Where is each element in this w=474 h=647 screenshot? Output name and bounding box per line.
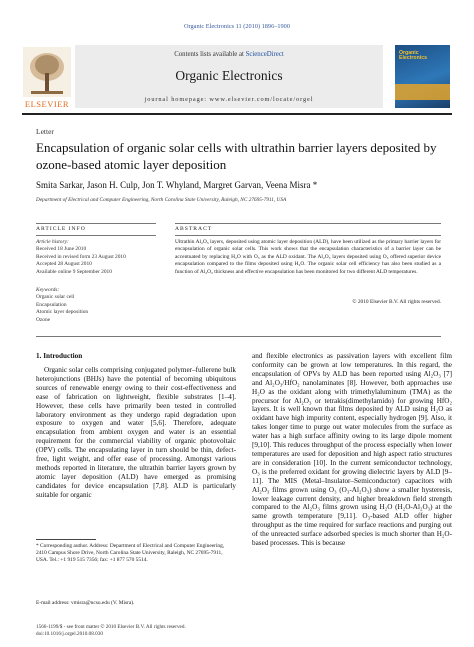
journal-cover-image <box>395 45 450 108</box>
article-type: Letter <box>36 127 54 136</box>
footnote-rule <box>36 539 96 540</box>
keyword-item: Encapsulation <box>36 301 67 308</box>
elsevier-logo <box>23 47 71 109</box>
keyword-item: Organic solar cell <box>36 294 75 301</box>
body-paragraph: Organic solar cells comprising conjugated polymer–fullerene bulk heterojunctions (BHJs) have the potential of becoming ubiquitous sources of renewable energy owing to their cost-effectiveness and ease of fabrication on lightweight, flexible substrates [1–4]. However, these cells have primarily been tested in controlled laboratory environment as they undergo rapid degradation upon exposure to oxygen and water [5,6]. Therefore, adequate encapsulation from ambient oxygen and water is an essential requirement for the commercial viability of organic photovoltaic (OPV) cells. The encapsulating layer in turn should be thin, defect-free, light weight, and offer ease of processing. Amongst various methods reported in literature, the ultrathin barrier layers grown by atomic layer deposition (ALD) have emerged as promising candidates for device encapsulation [7,8]. ALD is particularly suitable for organic <box>36 366 236 499</box>
running-head: Organic Electronics 11 (2010) 1896–1900 <box>184 23 290 30</box>
abstract-text: Ultrathin Al₂O₃ layers, deposited using atomic layer deposition (ALD), have been utilized as the primary barrier layers for encapsulation of organic solar cells. This work shows that the encapsulation characteristics of a barrier layer can be accentuated by replacing H₂O with O₃ as the ALD oxidant. The Al₂O₃ layers deposited using O₃ offered superior device encapsulation compared to the films deposited using H₂O. The organic solar cell efficiency has also been studied as a function of Al₂O₃ thickness and effective encapsulation has been monitored for two different ALD temperatures. <box>175 239 441 275</box>
keyword-item: Atomic layer deposition <box>36 309 89 316</box>
publisher-logo-text: ELSEVIER <box>24 99 70 109</box>
doi-text[interactable]: doi:10.1016/j.orgel.2010.08.030 <box>36 630 103 637</box>
abstract-rule <box>175 223 441 224</box>
affiliation: Department of Electrical and Computer Engineering, North Carolina State University, Raleigh, NC 27695-7911, USA <box>36 197 287 203</box>
body-paragraph: and flexible electronics as passivation layers with excellent film conformity can be grown at low temperatures. In this regard, the encapsulation of OPVs by ALD has been reported using Al₂O₃ [7] and Al₂O₃/HfO₂ nanolaminates [8]. However, both approaches use H₂O as the oxidant along with trimethylaluminum (TMA) as the precursor for Al₂O₃ or tetrakis(dimethylamido) for growing HfO₂ layers. It is well known that films deposited by ALD using H₂O as oxidant have high impurity content, especially hydrogen [9]. Also, it takes longer time to purge out water molecules from the surface as water has a high surface affinity owing to its large dipole moment [9,10]. This reduces throughput of the process especially when lower temperatures are used for deposition and high aspect ratio structures are in consideration [10]. In the current semiconductor technology, O₃ is the preferred oxidant for growing dielectric layers by ALD [9–11]. The MIS (Metal–Insulator–Semiconductor) capacitors with Al₂O₃ films grown using O₃ (O₃-Al₂O₃) show a smaller hysteresis, lower leakage current density, and higher breakdown field strength compared to the Al₂O₃ films grown using H₂O (H₂O-Al₂O₃) at the same growth temperature [9,11]. O₃-based ALD offer higher throughput as the time required for surface reactions and purging out of the unreacted surface adsorbed species is much shorter than H₂O-based processes. This is because <box>252 352 452 548</box>
issn-line <box>36 624 236 638</box>
abstract-rule-2 <box>175 235 441 236</box>
keywords-block <box>36 287 156 324</box>
article-title: Encapsulation of organic solar cells with ultrathin barrier layers deposited by ozone-based atomic layer deposition <box>36 140 437 172</box>
header-rule <box>22 113 452 115</box>
keyword-item: Ozone <box>36 316 51 323</box>
article-info-heading: ARTICLE INFO <box>36 226 86 232</box>
elsevier-tree-icon <box>23 47 71 97</box>
corresponding-footnote: * Corresponding author. Address: Department of Electrical and Computer Engineering, 2410 Campus Shore Drive, North Carolina State University, Raleigh, NC 27695-7911, USA. Tel.: +1 919 515 7356; fax: +1 877 570 5514. <box>36 543 225 564</box>
history-received: Received 18 June 2010 <box>36 246 87 253</box>
history-label: Article history: <box>36 239 69 245</box>
history-accepted: Accepted 28 August 2010 <box>36 261 92 268</box>
article-info-rule-2 <box>36 235 156 236</box>
history-revised: Received in revised form 23 August 2010 <box>36 253 126 260</box>
abstract-bottom-rule <box>36 336 441 337</box>
section-heading-introduction: 1. Introduction <box>36 352 83 360</box>
history-online: Available online 9 September 2010 <box>36 268 112 275</box>
contents-line <box>75 51 383 58</box>
article-history <box>36 239 156 276</box>
contents-prefix: Contents lists available at <box>174 51 246 58</box>
journal-homepage[interactable]: journal homepage: www.elsevier.com/locate/orgel <box>144 96 314 103</box>
cover-title: Organic Electronics <box>399 50 427 62</box>
journal-name: Organic Electronics <box>175 68 283 83</box>
keywords-label: Keywords: <box>36 287 60 293</box>
issn-text: 1566-1199/$ - see front matter © 2010 Elsevier B.V. All rights reserved. <box>36 624 186 630</box>
abstract-copyright: © 2010 Elsevier B.V. All rights reserved. <box>352 299 441 305</box>
sciencedirect-link[interactable]: ScienceDirect <box>245 51 284 58</box>
abstract-heading: ABSTRACT <box>175 226 213 232</box>
body-column-right <box>252 352 452 548</box>
cover-band <box>395 84 450 100</box>
body-column-left <box>36 366 236 500</box>
email-footnote: E-mail address: vmisra@ncsu.edu (V. Misra). <box>36 600 135 606</box>
author-list: Smita Sarkar, Jason H. Culp, Jon T. Whyland, Margret Garvan, Veena Misra * <box>36 180 318 190</box>
article-info-rule <box>36 223 156 224</box>
